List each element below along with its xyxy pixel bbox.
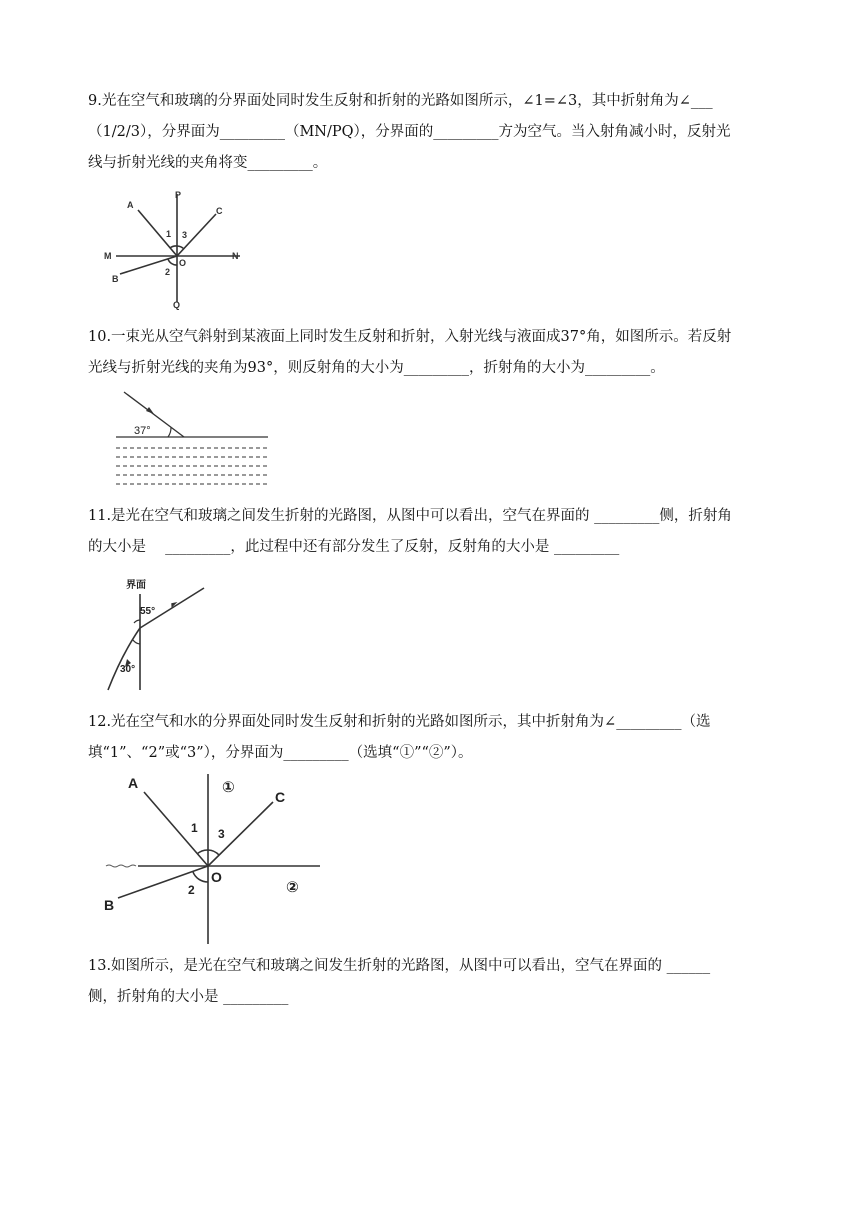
question-9-text: 9.光在空气和玻璃的分界面处同时发生反射和折射的光路如图所示，∠1=∠3，其中折射角为∠___（1/2/3），分界面为_________（MN/PQ），分界面的_________方为空气。当入射角减小时，反射光线与折射光线的夹角将变_________。	[88, 93, 731, 171]
question-13-text: 13.如图所示，是光在空气和玻璃之间发生折射的光路图，从图中可以看出，空气在界面的 ______侧，折射角的大小是 _________	[88, 958, 711, 1005]
q9-arc-3	[177, 246, 184, 249]
q9-label-b: B	[112, 274, 119, 284]
q10-arrow	[146, 407, 154, 414]
q12-circled-2: ②	[286, 879, 299, 896]
q10-incident-ray	[124, 392, 184, 437]
q10-liquid-surface-figure	[112, 388, 272, 492]
question-10-text: 10.一束光从空气斜射到某液面上同时发生反射和折射，入射光线与液面成37°角，如图所示。若反射光线与折射光线的夹角为93°，则反射角的大小为_________，折射角的大小为_________。	[88, 329, 732, 376]
q9-arc-2	[168, 259, 177, 265]
q9-label-o: O	[179, 258, 187, 268]
q9-label-a: A	[127, 200, 134, 210]
q9-ray-ao	[138, 210, 177, 256]
q12-label-3: 3	[218, 827, 225, 841]
q9-light-path-figure	[98, 186, 258, 310]
q12-arc-1	[197, 850, 208, 854]
q12-label-a: A	[128, 775, 139, 791]
q9-label-n: N	[232, 251, 239, 261]
q11-angle-top: 55°	[140, 606, 156, 617]
q11-arc-bottom	[133, 640, 140, 644]
q9-label-3: 3	[182, 230, 188, 240]
q10-angle-label: 37°	[134, 425, 151, 437]
q9-label-1: 1	[166, 229, 172, 239]
q11-ray-lower	[108, 628, 140, 690]
q9-label-q: Q	[173, 300, 181, 310]
q12-arc-2	[193, 872, 208, 882]
q9-label-2: 2	[165, 267, 171, 277]
q12-surface-wave	[106, 865, 136, 867]
q12-label-2: 2	[188, 883, 195, 897]
q12-light-path-figure	[100, 768, 330, 948]
q11-angle-bottom: 30°	[120, 664, 136, 675]
q12-label-o: O	[211, 869, 222, 885]
q11-interface-label: 界面	[126, 580, 146, 591]
q12-label-b: B	[104, 897, 115, 913]
q12-arc-3	[208, 850, 219, 855]
q11-arc-top	[134, 620, 140, 623]
q11-refraction-figure	[104, 574, 214, 694]
question-12-text: 12.光在空气和水的分界面处同时发生反射和折射的光路如图所示，其中折射角为∠_________（选填“1”、“2”或“3”），分界面为_________（选填“①”“②”）。	[88, 714, 711, 761]
q9-arc-1	[170, 246, 177, 248]
q12-circled-1: ①	[222, 779, 235, 796]
q9-label-p: P	[175, 190, 182, 200]
q9-label-c: C	[216, 206, 223, 216]
q12-label-1: 1	[191, 821, 198, 835]
question-11-text: 11.是光在空气和玻璃之间发生折射的光路图，从图中可以看出，空气在界面的 _________侧，折射角的大小是 _________，此过程中还有部分发生了反射，反射角的大小是 _________	[88, 508, 732, 555]
q10-angle-arc	[168, 428, 171, 438]
q12-label-c: C	[275, 789, 286, 805]
q12-ray-ao	[144, 792, 208, 866]
q9-label-m: M	[104, 251, 112, 261]
